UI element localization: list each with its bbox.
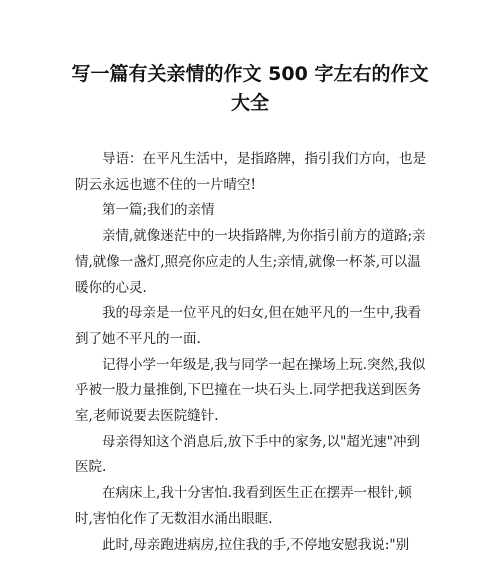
document-body bbox=[75, 147, 428, 558]
body-paragraph: 我的母亲是一位平凡的妇女,但在她平凡的一生中,我看到了她不平凡的一面. bbox=[75, 305, 422, 347]
body-paragraph: 在病床上,我十分害怕.我看到医生正在摆弄一根针,顿时,害怕化作了无数泪水涌出眼眶. bbox=[75, 485, 412, 527]
document-title bbox=[60, 60, 440, 118]
section-heading: 第一篇;我们的亲情 bbox=[102, 202, 215, 219]
body-paragraph: 母亲得知这个消息后,放下手中的家务,以"超光速"冲到医院. bbox=[75, 433, 421, 476]
intro-paragraph: 导语：在平凡生活中，是指路牌，指引我们方向，也是阴云永远也遮不住的一片晴空! bbox=[75, 151, 426, 193]
title-line-2: 大全 bbox=[230, 92, 269, 114]
body-paragraph: 记得小学一年级是,我与同学一起在操场上玩.突然,我似乎被一股力量推倒,下巴撞在一块石头上.同学把我送到医务室,老师说要去医院缝针. bbox=[75, 356, 426, 425]
body-paragraph: 此时,母亲跑进病房,拉住我的手,不停地安慰我说:"别 bbox=[102, 536, 410, 553]
body-paragraph: 亲情,就像迷茫中的一块指路牌,为你指引前方的道路;亲情,就像一盏灯,照亮你应走的人生;亲情,就像一杯茶,可以温暖你的心灵. bbox=[75, 228, 426, 296]
title-line-1: 写一篇有关亲情的作文 500 字左右的作文 bbox=[71, 63, 429, 85]
